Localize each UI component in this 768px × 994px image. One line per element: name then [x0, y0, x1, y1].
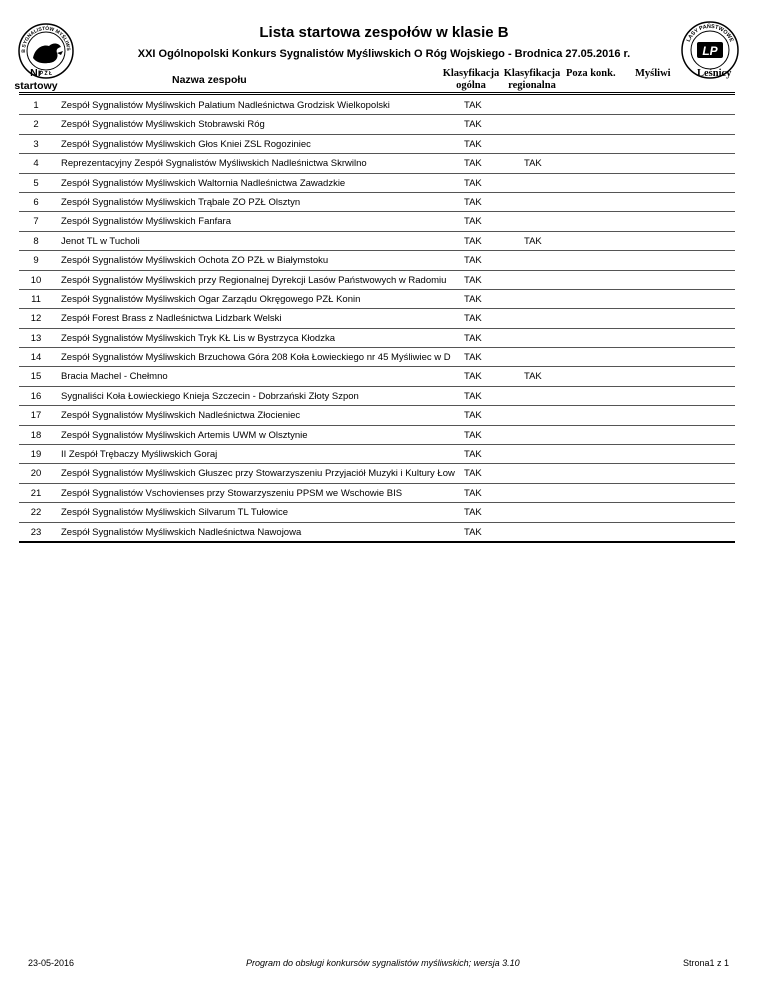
row-number: 12 — [30, 313, 42, 325]
row-number: 5 — [33, 177, 39, 189]
svg-text:P Z Ł: P Z Ł — [39, 71, 53, 77]
svg-text:KLUB SYGNALISTÓW MYŚLIWSKICH: B SYGNALISTÓW MYŚLIWS — [20, 25, 72, 53]
svg-text:LASY PAŃSTWOWE: LASY PAŃSTWOWE — [685, 23, 735, 44]
table-row — [19, 445, 735, 464]
table-row — [19, 503, 735, 522]
team-name: Zespół Sygnalistów Vschovienses przy Stowarzyszeniu PPSM we Wschowie BIS — [61, 487, 403, 499]
klasyfikacja-ogolna: TAK — [464, 352, 482, 364]
table-row — [19, 174, 735, 193]
table-row — [19, 348, 735, 367]
team-name: Jenot TL w Tucholi — [61, 235, 140, 247]
page-title: Lista startowa zespołów w klasie B — [259, 24, 509, 41]
row-number: 21 — [30, 487, 42, 499]
footer-date: 23-05-2016 — [28, 958, 75, 968]
team-name: Zespół Sygnalistów Myśliwskich Głuszec przy Stowarzyszeniu Przyjaciół Muzyki i Kultury Łow — [61, 468, 455, 480]
column-header-nr — [0, 67, 72, 93]
column-header-ogolna-line2: ogólna — [456, 80, 486, 91]
row-number: 10 — [30, 274, 42, 286]
column-header-nr-line2: startowy — [14, 80, 58, 92]
footer-program: Program do obsługi konkursów sygnalistów myśliwskich; wersja 3.10 — [246, 958, 520, 968]
team-name: Zespół Sygnalistów Myśliwskich przy Regionalnej Dyrekcji Lasów Państwowych w Radomiu — [61, 274, 447, 286]
table-row — [19, 135, 735, 154]
header-divider-double — [19, 94, 735, 95]
klasyfikacja-ogolna: TAK — [464, 119, 482, 131]
team-name: Zespół Sygnalistów Myśliwskich Stobrawski Róg — [61, 119, 265, 131]
team-name: Zespół Sygnalistów Myśliwskich Tryk KŁ Lis w Bystrzyca Kłodzka — [61, 332, 335, 344]
startlist-table — [19, 96, 735, 543]
row-number: 9 — [33, 255, 39, 267]
table-row — [19, 212, 735, 231]
table-row — [19, 290, 735, 309]
klasyfikacja-ogolna: TAK — [464, 449, 482, 461]
team-name: Zespół Sygnalistów Myśliwskich Głos Kniei ZSL Rogoziniec — [61, 138, 311, 150]
team-name: II Zespół Trębaczy Myśliwskich Goraj — [61, 449, 218, 461]
column-header-ogolna — [440, 68, 502, 92]
column-header-mysliwi: Myśliwi — [635, 68, 671, 79]
row-number: 7 — [33, 216, 39, 228]
row-number: 20 — [30, 468, 42, 480]
table-row — [19, 464, 735, 483]
klasyfikacja-ogolna: TAK — [464, 526, 482, 538]
page-subtitle: XXI Ogólnopolski Konkurs Sygnalistów Myśliwskich O Róg Wojskiego - Brodnica 27.05.2016 r. — [137, 48, 631, 60]
klasyfikacja-ogolna: TAK — [464, 293, 482, 305]
klasyfikacja-ogolna: TAK — [464, 138, 482, 150]
column-header-nr-line1: Nr — [30, 67, 42, 79]
row-number: 16 — [30, 390, 42, 402]
team-name: Sygnaliści Koła Łowieckiego Knieja Szczecin - Dobrzański Złoty Szpon — [61, 390, 359, 402]
row-number: 11 — [31, 293, 41, 305]
team-name: Zespół Sygnalistów Myśliwskich Nadleśnictwa Złocieniec — [61, 410, 301, 422]
klasyfikacja-ogolna: TAK — [464, 410, 482, 422]
team-name: Zespół Sygnalistów Myśliwskich Fanfara — [61, 216, 232, 228]
table-row — [19, 367, 735, 386]
klasyfikacja-ogolna: TAK — [464, 216, 482, 228]
team-name: Zespół Forest Brass z Nadleśnictwa Lidzbark Welski — [61, 313, 282, 325]
team-name: Zespół Sygnalistów Myśliwskich Waltornia Nadleśnictwa Zawadzkie — [61, 177, 346, 189]
table-row — [19, 484, 735, 503]
column-header-lesnicy: Leśnicy — [697, 68, 732, 79]
row-number: 17 — [30, 410, 42, 422]
table-row — [19, 406, 735, 425]
row-number: 15 — [30, 371, 42, 383]
column-header-regionalna-line1: Klasyfikacja — [503, 68, 561, 79]
table-row — [19, 115, 735, 134]
team-name: Zespół Sygnalistów Myśliwskich Ogar Zarządu Okręgowego PZŁ Konin — [61, 293, 361, 305]
table-row — [19, 193, 735, 212]
klasyfikacja-ogolna: TAK — [464, 313, 482, 325]
svg-text:LP: LP — [702, 44, 718, 58]
klasyfikacja-regionalna: TAK — [524, 158, 542, 170]
team-name: Bracia Machel - Chełmno — [61, 371, 168, 383]
row-number: 14 — [30, 352, 42, 364]
column-header-regionalna-line2: regionalna — [508, 80, 556, 91]
klasyfikacja-ogolna: TAK — [464, 274, 482, 286]
team-name: Zespół Sygnalistów Myśliwskich Palatium Nadleśnictwa Grodzisk Wielkopolski — [61, 100, 390, 111]
team-name: Zespół Sygnalistów Myśliwskich Trąbale ZO PZŁ Olsztyn — [61, 196, 301, 208]
table-row — [19, 426, 735, 445]
klasyfikacja-regionalna: TAK — [524, 371, 542, 383]
table-row — [19, 251, 735, 270]
klasyfikacja-ogolna: TAK — [464, 487, 482, 499]
column-header-name: Nazwa zespołu — [172, 74, 247, 86]
team-name: Zespół Sygnalistów Myśliwskich Nadleśnictwa Nawojowa — [61, 526, 302, 538]
row-number: 4 — [33, 158, 39, 170]
klasyfikacja-ogolna: TAK — [464, 468, 482, 480]
column-header-ogolna-line1: Klasyfikacja — [442, 68, 500, 79]
klasyfikacja-ogolna: TAK — [464, 196, 482, 208]
row-number: 13 — [30, 332, 42, 344]
klasyfikacja-ogolna: TAK — [464, 390, 482, 402]
klasyfikacja-ogolna: TAK — [464, 177, 482, 189]
table-row — [19, 271, 735, 290]
row-number: 1 — [33, 100, 39, 111]
table-row — [19, 154, 735, 173]
klasyfikacja-regionalna: TAK — [524, 235, 542, 247]
klasyfikacja-ogolna: TAK — [464, 255, 482, 267]
row-number: 22 — [30, 507, 42, 519]
klasyfikacja-ogolna: TAK — [464, 235, 482, 247]
row-number: 3 — [33, 138, 39, 150]
team-name: Zespół Sygnalistów Myśliwskich Silvarum TL Tułowice — [61, 507, 289, 519]
row-number: 18 — [30, 429, 42, 441]
klasyfikacja-ogolna: TAK — [464, 332, 482, 344]
table-row — [19, 309, 735, 328]
table-row — [19, 96, 735, 115]
column-header-poza: Poza konk. — [566, 68, 616, 79]
table-row — [19, 523, 735, 543]
klasyfikacja-ogolna: TAK — [464, 100, 482, 111]
team-name: Zespół Sygnalistów Myśliwskich Brzuchowa Góra 208 Koła Łowieckiego nr 45 Myśliwiec w D — [61, 352, 451, 364]
footer-page-number: Strona1 z 1 — [683, 958, 730, 968]
team-name: Reprezentacyjny Zespół Sygnalistów Myśliwskich Nadleśnictwa Skrwilno — [61, 158, 367, 170]
row-number: 23 — [30, 526, 42, 538]
klasyfikacja-ogolna: TAK — [464, 371, 482, 383]
column-header-regionalna — [500, 68, 564, 92]
table-row — [19, 232, 735, 251]
header-divider — [19, 92, 735, 93]
row-number: 8 — [33, 235, 39, 247]
klasyfikacja-ogolna: TAK — [464, 507, 482, 519]
klasyfikacja-ogolna: TAK — [464, 429, 482, 441]
team-name: Zespół Sygnalistów Myśliwskich Ochota ZO PZŁ w Białymstoku — [61, 255, 329, 267]
row-number: 6 — [33, 196, 39, 208]
klasyfikacja-ogolna: TAK — [464, 158, 482, 170]
team-name: Zespół Sygnalistów Myśliwskich Artemis UWM w Olsztynie — [61, 429, 308, 441]
table-row — [19, 329, 735, 348]
table-row — [19, 387, 735, 406]
row-number: 2 — [33, 119, 39, 131]
row-number: 19 — [30, 449, 42, 461]
